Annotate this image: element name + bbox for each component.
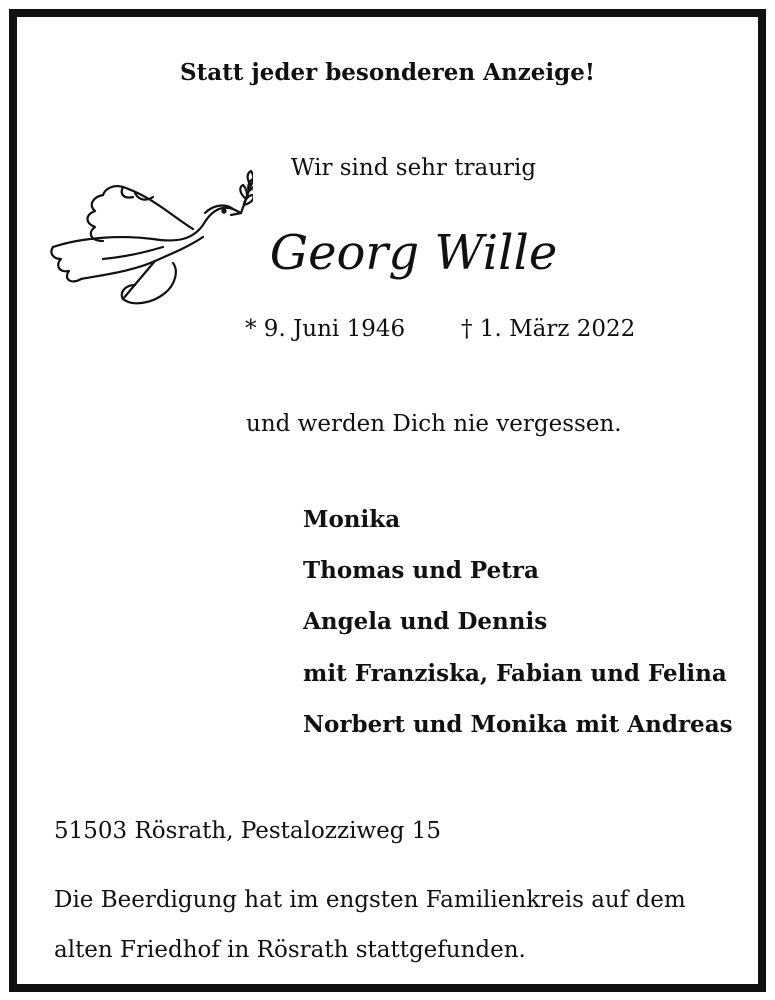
mourner-name: Thomas und Petra: [303, 557, 539, 584]
death-date: † 1. März 2022: [461, 316, 636, 342]
closing-text: und werden Dich nie vergessen.: [246, 411, 622, 437]
address: 51503 Rösrath, Pestalozziweg 15: [54, 818, 442, 844]
mourner-name: Norbert und Monika mit Andreas: [303, 711, 733, 738]
mourner-name: mit Franziska, Fabian und Felina: [303, 660, 727, 687]
deceased-name: Georg Wille: [269, 225, 558, 281]
notice-header: Statt jeder besonderen Anzeige!: [180, 59, 595, 86]
mourner-name: Angela und Dennis: [303, 608, 548, 635]
birth-date: * 9. Juni 1946: [245, 316, 406, 342]
mourner-name: Monika: [303, 506, 401, 533]
funeral-note: Die Beerdigung hat im engsten Familienkreis auf dem alten Friedhof in Rösrath stattgefunden.: [54, 887, 686, 963]
notice-frame: [9, 9, 766, 992]
lead-text: Wir sind sehr traurig: [290, 155, 537, 181]
